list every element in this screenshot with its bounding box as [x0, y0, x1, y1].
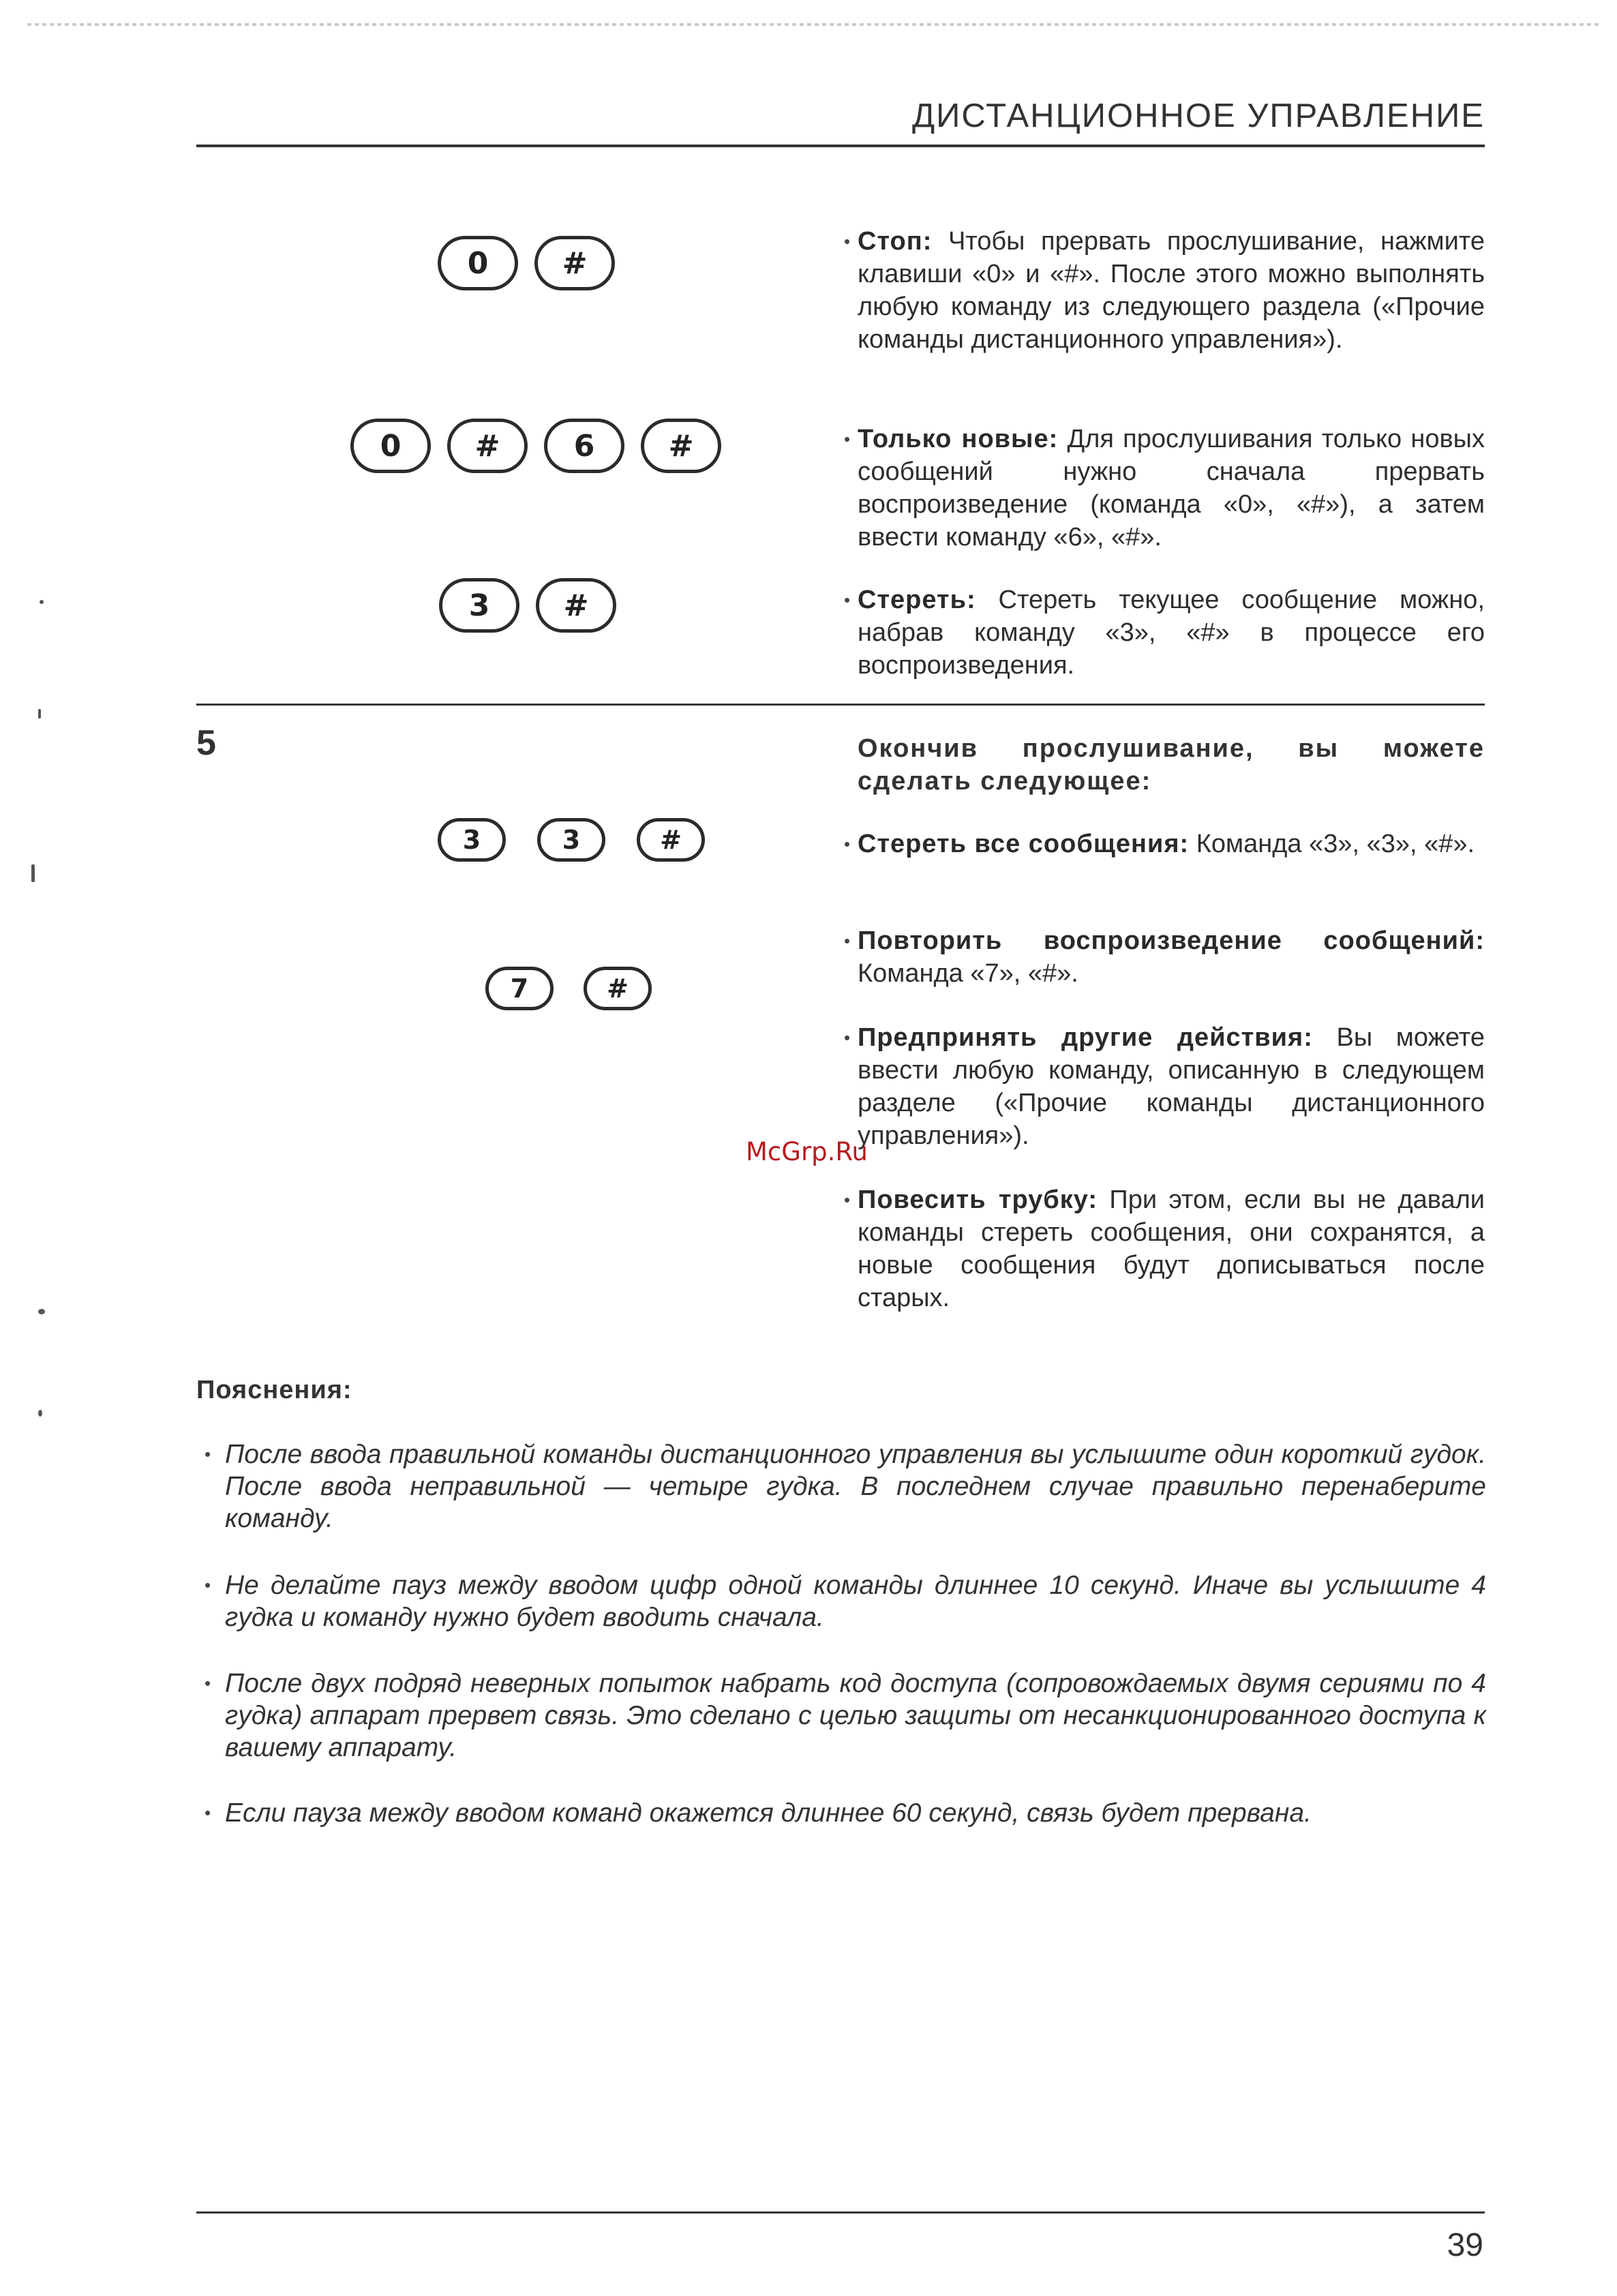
erase-key-sequence	[439, 578, 616, 633]
bullet: •	[205, 1444, 211, 1464]
item-text: Команда «3», «3», «#».	[1189, 830, 1475, 858]
bullet: •	[205, 1575, 211, 1595]
key-hash: #	[641, 419, 721, 473]
key-hash: #	[584, 967, 652, 1010]
key-3: 3	[537, 818, 605, 862]
item-label: Повесить трубку:	[858, 1185, 1098, 1214]
erase-all-key-sequence	[438, 818, 705, 862]
scan-speck	[31, 864, 35, 882]
note-text: После ввода правильной команды дистанционного управления вы услышите один короткий гудок. После ввода неправильной — четыре гудка. В последнем случае правильно перенаберите команду.	[225, 1440, 1486, 1533]
note-item	[205, 1438, 1486, 1535]
key-3: 3	[439, 578, 519, 633]
key-3: 3	[438, 818, 506, 862]
key-hash: #	[534, 236, 615, 290]
bullet: •	[844, 231, 851, 252]
bullet: •	[205, 1673, 211, 1693]
item-text: Вы можете ввести любую команду, описанную в следующем разделе («Прочие команды дистанционного управления»).	[858, 1023, 1485, 1150]
bullet: •	[844, 429, 851, 449]
bullet: •	[844, 1027, 851, 1048]
scan-speck	[40, 600, 44, 604]
note-text: После двух подряд неверных попыток набрать код доступа (сопровождаемых двумя сериями по 4 гудка) аппарат прервет связь. Это сделано с целью защиты от несанкционированного доступа к вашему аппарату.	[225, 1669, 1486, 1762]
item-text: При этом, если вы не давали команды стереть сообщения, они сохранятся, а новые сообщения будут дописываться после старых.	[858, 1185, 1485, 1312]
item-repeat	[844, 924, 1485, 990]
note-item	[205, 1569, 1486, 1633]
item-hang-up	[844, 1183, 1485, 1314]
watermark: McGrp.Ru	[746, 1137, 868, 1166]
key-7: 7	[485, 967, 554, 1010]
scan-speck	[38, 1309, 45, 1314]
item-text: Для прослушивания только новых сообщений нужно сначала прервать воспроизведение (команда «0», «#»), а затем ввести команду «6», «#».	[858, 425, 1485, 552]
section-divider	[196, 704, 1485, 706]
only-new-key-sequence	[350, 419, 721, 473]
page-number: 39	[1447, 2227, 1483, 2263]
footer-rule	[196, 2211, 1485, 2214]
item-text: Команда «7», «#».	[858, 959, 1078, 988]
item-label: Предпринять другие действия:	[858, 1023, 1313, 1052]
section-title: ДИСТАНЦИОННОЕ УПРАВЛЕНИЕ	[912, 97, 1485, 134]
note-item	[205, 1667, 1486, 1764]
step-lead: Окончив прослушивание, вы можете сделать следующее:	[858, 734, 1485, 796]
item-label: Только новые:	[858, 425, 1059, 453]
item-text: Стереть текущее сообщение можно, набрав команду «3», «#» в процессе его воспроизведения.	[858, 586, 1485, 680]
key-hash: #	[447, 419, 528, 473]
item-text: Чтобы прервать прослушивание, нажмите клавиши «0» и «#». После этого можно выполнять любую команду из следующего раздела («Прочие команды дистанционного управления»).	[858, 227, 1485, 354]
bullet: •	[844, 590, 851, 610]
note-text: Если пауза между вводом команд окажется длиннее 60 секунд, связь будет прервана.	[225, 1798, 1312, 1828]
note-item	[205, 1797, 1486, 1829]
key-6: 6	[544, 419, 624, 473]
header-rule	[196, 145, 1485, 147]
explanations-title: Пояснения:	[196, 1376, 352, 1404]
key-0: 0	[438, 236, 518, 290]
bullet: •	[844, 834, 851, 854]
item-label: Стереть:	[858, 586, 976, 614]
item-stop	[844, 225, 1485, 356]
bullet: •	[844, 1190, 851, 1210]
stop-key-sequence	[438, 236, 615, 290]
item-other-actions	[844, 1021, 1485, 1152]
key-hash: #	[536, 578, 616, 633]
item-label: Повторить воспроизведение сообщений:	[858, 926, 1485, 955]
item-only-new	[844, 423, 1485, 554]
item-erase-all	[844, 828, 1485, 860]
item-label: Стереть все сообщения:	[858, 830, 1190, 858]
step-number: 5	[196, 723, 216, 763]
bullet: •	[205, 1802, 211, 1823]
item-erase	[844, 584, 1485, 682]
bullet: •	[844, 931, 851, 951]
repeat-key-sequence	[485, 967, 652, 1010]
key-0: 0	[350, 419, 431, 473]
key-hash: #	[637, 818, 705, 862]
scan-speck	[38, 709, 41, 719]
note-text: Не делайте пауз между вводом цифр одной команды длиннее 10 секунд. Иначе вы услышите 4 гудка и команду нужно будет вводить сначала.	[225, 1571, 1486, 1632]
scan-artifact-line	[27, 23, 1602, 26]
item-label: Стоп:	[858, 227, 933, 256]
scan-speck	[38, 1410, 42, 1417]
